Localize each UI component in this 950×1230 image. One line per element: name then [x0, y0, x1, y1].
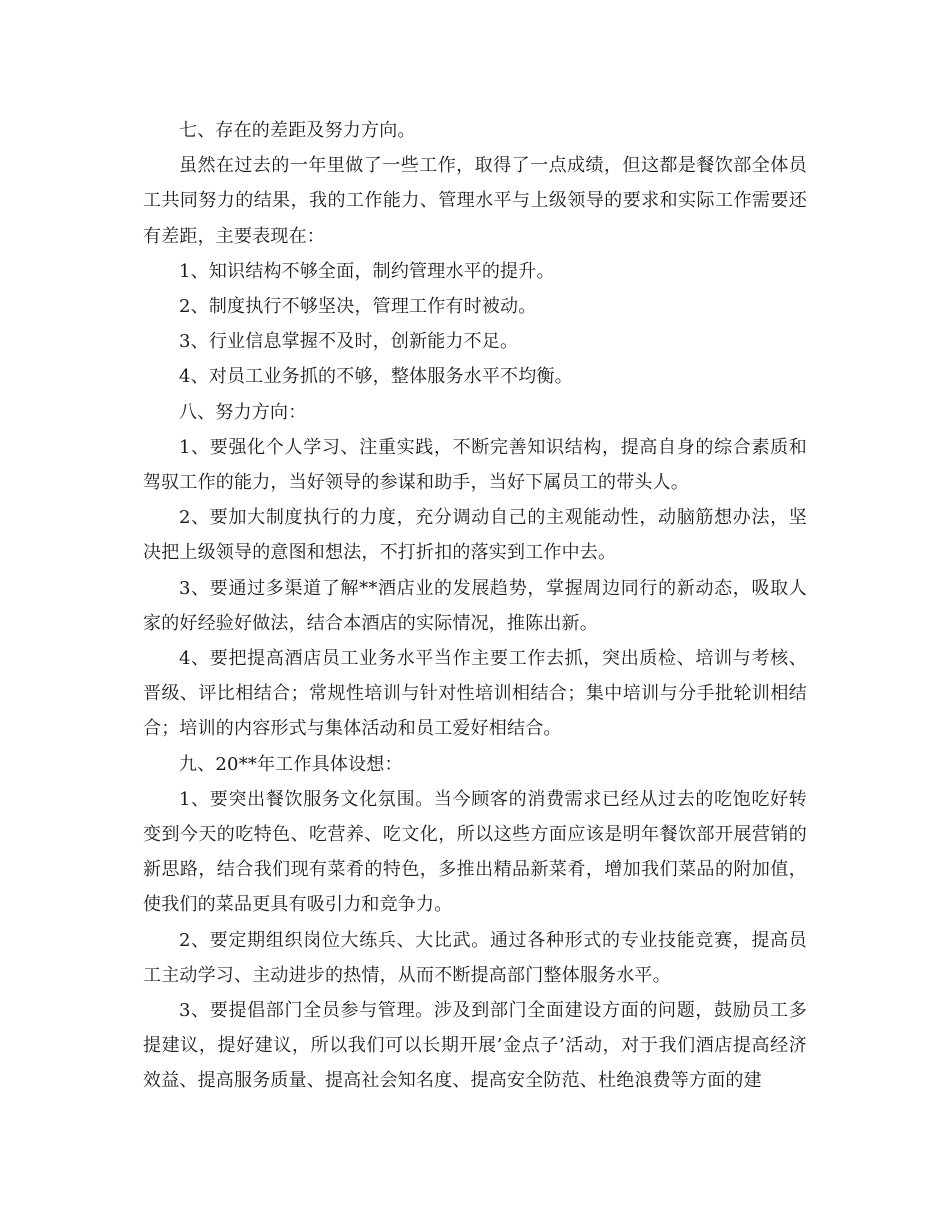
- list-item: 3、要提倡部门全员参与管理。涉及到部门全面建设方面的问题，鼓励员工多提建议，提好建议，所以我们可以长期开展’金点子’活动，对于我们酒店提高经济效益、提高服务质量、提高社会知名度、提高安全防范、杜绝浪费等方面的建: [143, 1000, 807, 1092]
- list-item: 1、要强化个人学习、注重实践，不断完善知识结构，提高自身的综合素质和驾驭工作的能力，当好领导的参谋和助手，当好下属员工的带头人。: [143, 436, 807, 494]
- list-item: 1、知识结构不够全面，制约管理水平的提升。: [179, 260, 555, 282]
- list-item: 3、要通过多渠道了解**酒店业的发展趋势，掌握周边同行的新动态，吸取人家的好经验好做法，结合本酒店的实际情况，推陈出新。: [143, 577, 807, 634]
- heading-section-7: 七、存在的差距及努力方向。: [179, 120, 416, 141]
- list-item: 4、要把提高酒店员工业务水平当作主要工作去抓，突出质检、培训与考核、晋级、评比相结合；常规性培训与针对性培训相结合；集中培训与分手批轮训相结合；培训的内容形式与集体活动和员工爱好相结合。: [143, 648, 807, 740]
- document-body: [143, 113, 807, 1099]
- heading-section-9: 九、20**年工作具体设想：: [179, 753, 403, 775]
- list-item: 2、要加大制度执行的力度，充分调动自己的主观能动性，动脑筋想办法，坚决把上级领导的意图和想法，不打折扣的落实到工作中去。: [143, 507, 807, 564]
- list-item: 2、要定期组织岗位大练兵、大比武。通过各种形式的专业技能竞赛，提高员工主动学习、主动进步的热情，从而不断提高部门整体服务水平。: [143, 929, 807, 986]
- heading-section-8: 八、努力方向：: [179, 401, 307, 423]
- paragraph-gap-summary: 虽然在过去的一年里做了一些工作，取得了一点成绩，但这都是餐饮部全体员工共同努力的结果，我的工作能力、管理水平与上级领导的要求和实际工作需要还有差距，主要表现在：: [143, 155, 807, 247]
- list-item: 3、行业信息掌握不及时，创新能力不足。: [179, 331, 519, 353]
- list-item: 4、对员工业务抓的不够，整体服务水平不均衡。: [179, 366, 573, 388]
- list-item: 1、要突出餐饮服务文化氛围。当今顾客的消费需求已经从过去的吃饱吃好转变到今天的吃特色、吃营养、吃文化，所以这些方面应该是明年餐饮部开展营销的新思路，结合我们现有菜肴的特色，多推出精品新菜肴，增加我们菜品的附加值，使我们的菜品更具有吸引力和竞争力。: [143, 788, 807, 916]
- list-item: 2、制度执行不够坚决，管理工作有时被动。: [179, 296, 537, 318]
